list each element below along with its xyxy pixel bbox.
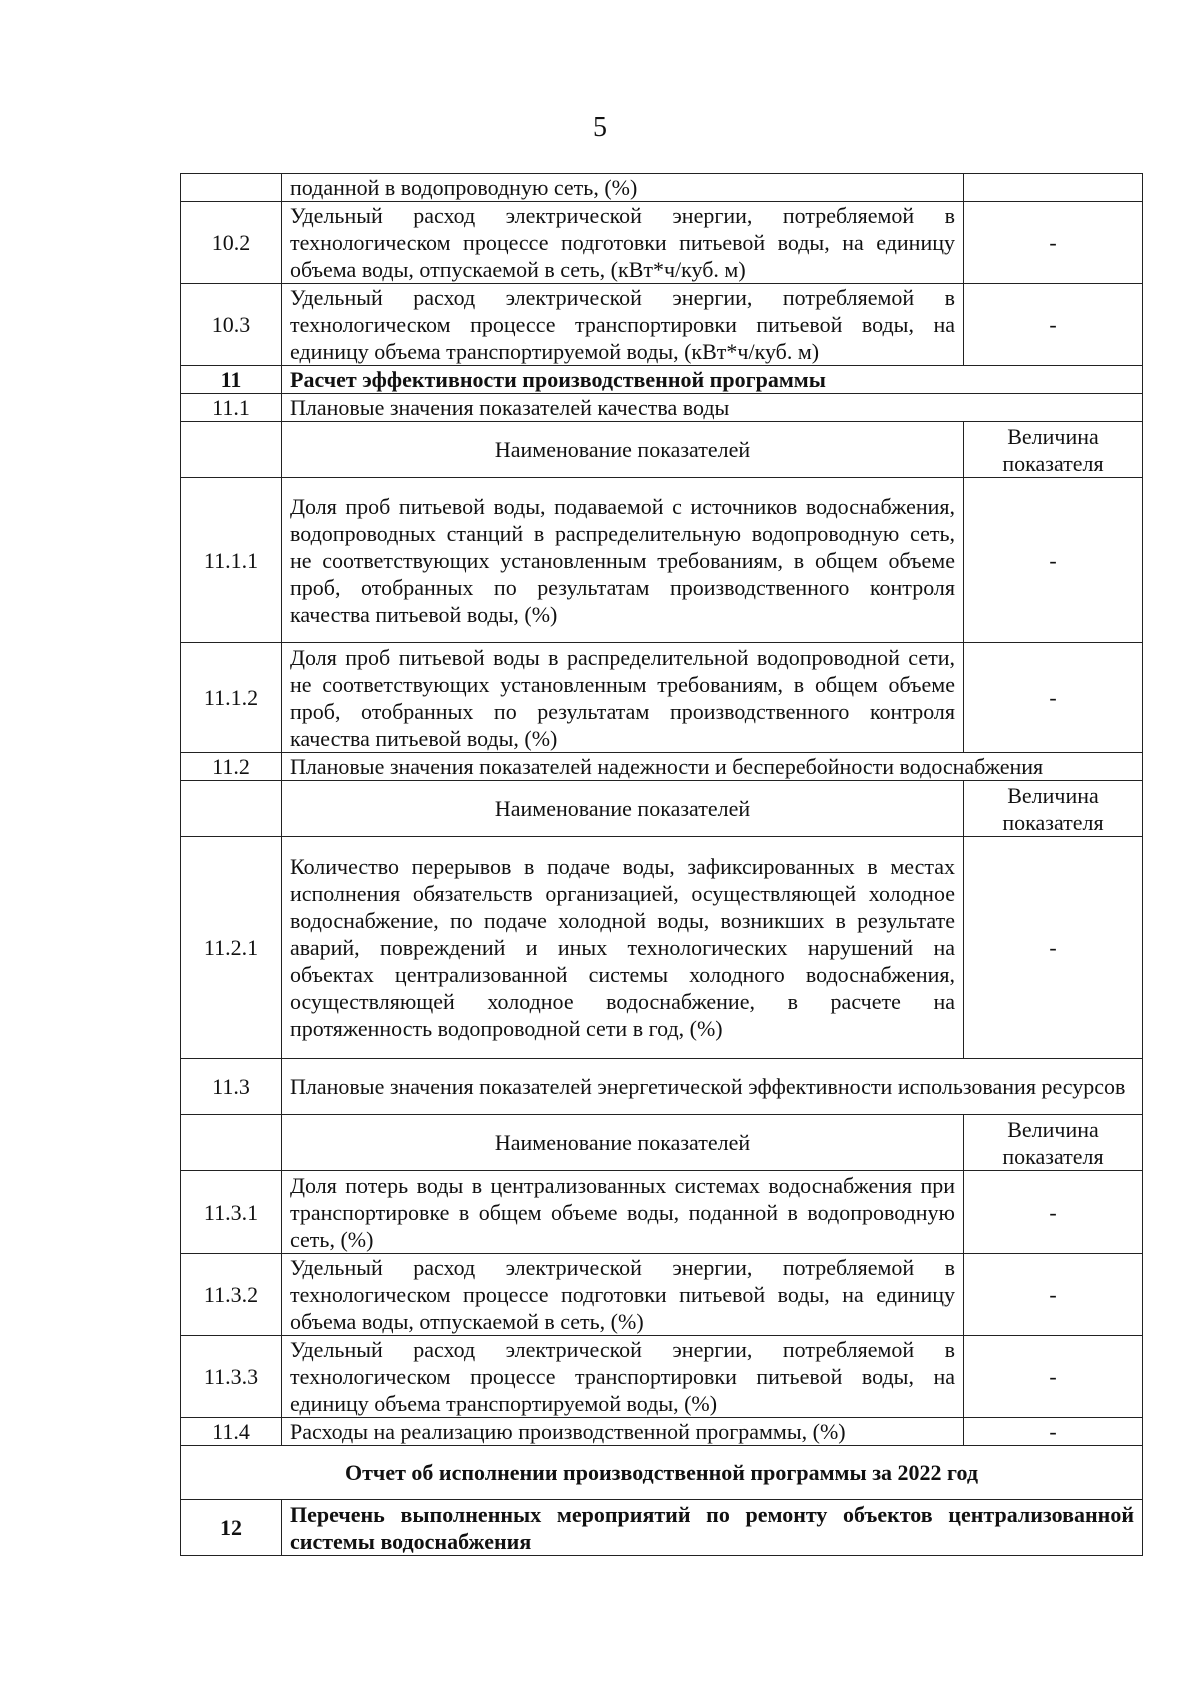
- row-text: Количество перерывов в подаче воды, зафиксированных в местах исполнения обязательств организацией, осуществляющей холодное водоснабжение, по подаче холодной воды, возникших в результате аварий, повреждений и иных технологических нарушений на объектах централизованной системы холодного водоснабжения, осуществляющей холодное водоснабжение, в расчете на протяженность водопроводной сети в год, (%): [282, 837, 964, 1059]
- subsection-number: 11.3: [181, 1059, 282, 1115]
- row-text: Удельный расход электрической энергии, потребляемой в технологическом процессе транспортировки питьевой воды, на единицу объема транспортируемой воды, (%): [282, 1336, 964, 1418]
- header-name: Наименование показателей: [282, 781, 964, 837]
- subsection-title: Плановые значения показателей качества воды: [282, 394, 1143, 422]
- row-value: -: [964, 837, 1143, 1059]
- table-row: [181, 1171, 1143, 1254]
- row-value: -: [964, 202, 1143, 284]
- subsection-row: [181, 1059, 1143, 1115]
- header-value: Величина показателя: [964, 422, 1143, 478]
- subsection-row: [181, 394, 1143, 422]
- row-number: 11.3.3: [181, 1336, 282, 1418]
- header-value: Величина показателя: [964, 781, 1143, 837]
- report-heading-row: [181, 1446, 1143, 1500]
- row-value: -: [964, 1171, 1143, 1254]
- row-text: Расходы на реализацию производственной программы, (%): [282, 1418, 964, 1446]
- row-value: [964, 174, 1143, 202]
- section-title: Перечень выполненных мероприятий по ремонту объектов централизованной системы водоснабжения: [282, 1500, 1143, 1556]
- subsection-title: Плановые значения показателей надежности и бесперебойности водоснабжения: [282, 753, 1143, 781]
- table-row: [181, 1418, 1143, 1446]
- header-name: Наименование показателей: [282, 1115, 964, 1171]
- row-number: 11.3.2: [181, 1254, 282, 1336]
- subsection-row: [181, 753, 1143, 781]
- row-value: -: [964, 643, 1143, 753]
- row-value: -: [964, 478, 1143, 643]
- row-number: 11.3.1: [181, 1171, 282, 1254]
- row-value: -: [964, 1418, 1143, 1446]
- row-text: Доля потерь воды в централизованных системах водоснабжения при транспортировке в общем объеме воды, поданной в водопроводную сеть, (%): [282, 1171, 964, 1254]
- row-text: Доля проб питьевой воды в распределительной водопроводной сети, не соответствующих установленным требованиям, в общем объеме проб, отобранных по результатам производственного контроля качества питьевой воды, (%): [282, 643, 964, 753]
- row-text: Удельный расход электрической энергии, потребляемой в технологическом процессе подготовки питьевой воды, на единицу объема воды, отпускаемой в сеть, (кВт*ч/куб. м): [282, 202, 964, 284]
- table-row: [181, 202, 1143, 284]
- subsection-number: 11.1: [181, 394, 282, 422]
- section-title: Расчет эффективности производственной программы: [282, 366, 1143, 394]
- row-number: 11.1.2: [181, 643, 282, 753]
- section-number: 11: [181, 366, 282, 394]
- header-name: Наименование показателей: [282, 422, 964, 478]
- row-number: 10.2: [181, 202, 282, 284]
- subsection-title: Плановые значения показателей энергетической эффективности использования ресурсов: [282, 1059, 1143, 1115]
- report-heading: Отчет об исполнении производственной программы за 2022 год: [181, 1446, 1143, 1500]
- row-number: 10.3: [181, 284, 282, 366]
- row-text: Удельный расход электрической энергии, потребляемой в технологическом процессе транспортировки питьевой воды, на единицу объема транспортируемой воды, (кВт*ч/куб. м): [282, 284, 964, 366]
- page-number: 5: [593, 112, 607, 143]
- section-row: [181, 366, 1143, 394]
- header-empty-cell: [181, 422, 282, 478]
- header-value: Величина показателя: [964, 1115, 1143, 1171]
- row-number: [181, 174, 282, 202]
- row-value: -: [964, 1254, 1143, 1336]
- subsection-number: 11.2: [181, 753, 282, 781]
- row-text: поданной в водопроводную сеть, (%): [282, 174, 964, 202]
- header-row: [181, 422, 1143, 478]
- table-row: [181, 643, 1143, 753]
- table-row: [181, 284, 1143, 366]
- table-row: [181, 174, 1143, 202]
- row-value: -: [964, 284, 1143, 366]
- row-number: 11.4: [181, 1418, 282, 1446]
- table-row: [181, 837, 1143, 1059]
- header-empty-cell: [181, 1115, 282, 1171]
- header-row: [181, 781, 1143, 837]
- table-row: [181, 1336, 1143, 1418]
- row-value: -: [964, 1336, 1143, 1418]
- row-number: 11.2.1: [181, 837, 282, 1059]
- section-number: 12: [181, 1500, 282, 1556]
- indicators-table: [180, 173, 1143, 1556]
- table-row: [181, 1254, 1143, 1336]
- row-number: 11.1.1: [181, 478, 282, 643]
- row-text: Доля проб питьевой воды, подаваемой с источников водоснабжения, водопроводных станций в распределительную водопроводную сеть, не соответствующих установленным требованиям, в общем объеме проб, отобранных по результатам производственного контроля качества питьевой воды, (%): [282, 478, 964, 643]
- header-empty-cell: [181, 781, 282, 837]
- section-row: [181, 1500, 1143, 1556]
- row-text: Удельный расход электрической энергии, потребляемой в технологическом процессе подготовки питьевой воды, на единицу объема воды, отпускаемой в сеть, (%): [282, 1254, 964, 1336]
- table-row: [181, 478, 1143, 643]
- header-row: [181, 1115, 1143, 1171]
